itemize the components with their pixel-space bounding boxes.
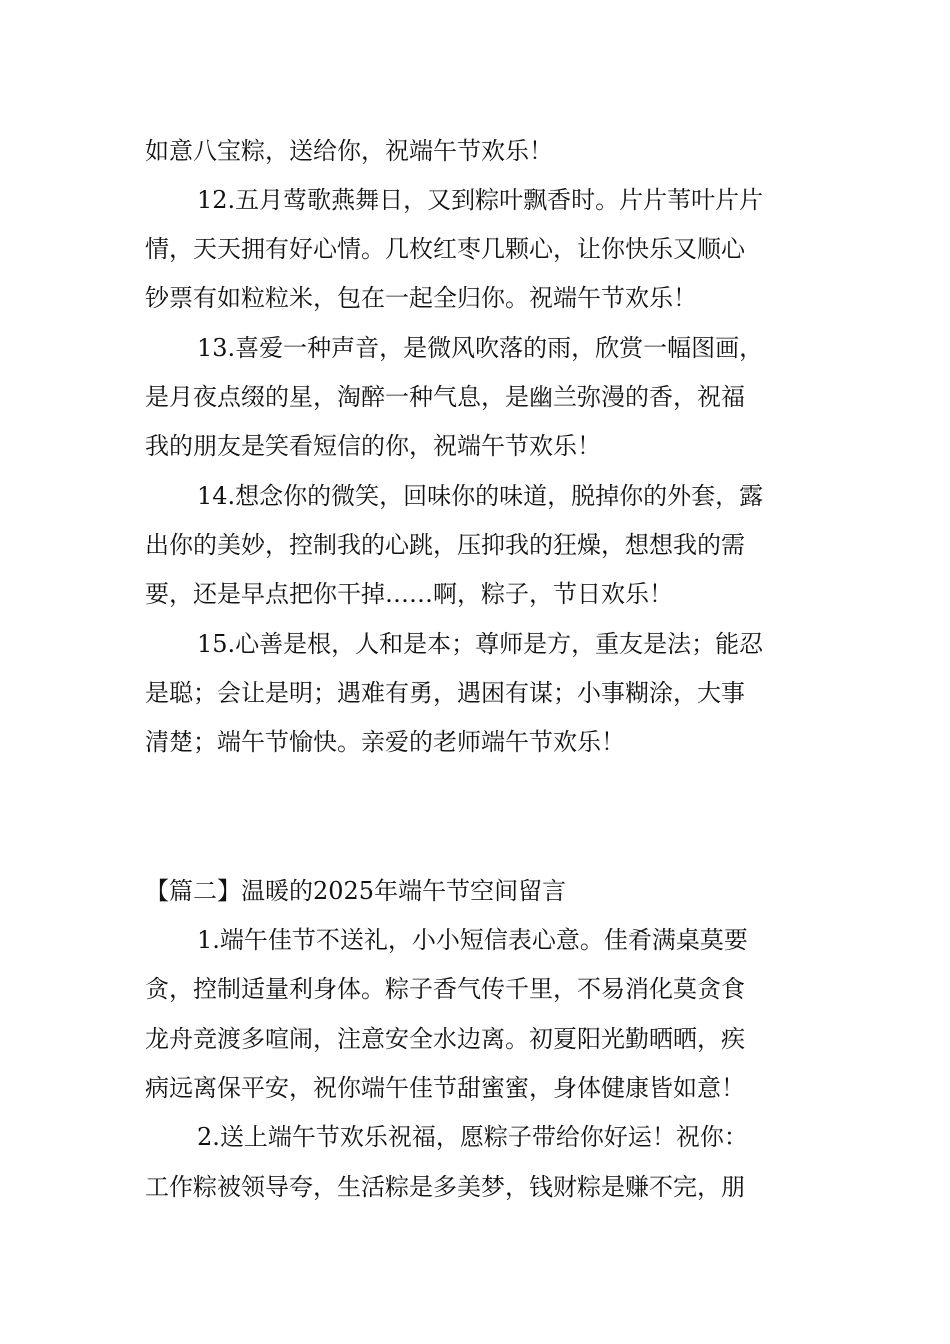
item-13-line-3: 我的朋友是笑看短信的你，祝端午节欢乐！ bbox=[145, 432, 601, 460]
item-14-line-1: 14.想念你的微笑，回味你的味道，脱掉你的外套，露 bbox=[197, 482, 764, 510]
item-1-line-4: 病远离保平安，祝你端午佳节甜蜜蜜，身体健康皆如意！ bbox=[145, 1074, 745, 1102]
item-1-line-1: 1.端午佳节不送礼，小小短信表心意。佳肴满桌莫要 bbox=[197, 926, 748, 954]
item-12-line-3: 钞票有如粒粒米，包在一起全归你。祝端午节欢乐！ bbox=[145, 284, 697, 312]
text-line: 如意八宝粽，送给你，祝端午节欢乐！ bbox=[145, 137, 553, 165]
item-14-line-3: 要，还是早点把你干掉……啊，粽子，节日欢乐！ bbox=[145, 580, 673, 608]
item-2-line-2: 工作粽被领导夸，生活粽是多美梦，钱财粽是赚不完，朋 bbox=[145, 1173, 745, 1201]
item-12-line-2: 情，天天拥有好心情。几枚红枣几颗心，让你快乐又顺心 bbox=[145, 235, 745, 263]
item-2-line-1: 2.送上端午节欢乐祝福，愿粽子带给你好运！祝你： bbox=[197, 1123, 748, 1151]
section-heading: 【篇二】温暖的2025年端午节空间留言 bbox=[145, 877, 567, 905]
item-1-line-3: 龙舟竞渡多喧闹，注意安全水边离。初夏阳光勤晒晒，疾 bbox=[145, 1025, 745, 1053]
item-15-line-1: 15.心善是根，人和是本；尊师是方，重友是法；能忍 bbox=[197, 630, 764, 658]
item-15-line-3: 清楚；端午节愉快。亲爱的老师端午节欢乐！ bbox=[145, 728, 625, 756]
item-13-line-2: 是月夜点缀的星，淘醉一种气息，是幽兰弥漫的香，祝福 bbox=[145, 383, 745, 411]
item-12-line-1: 12.五月莺歌燕舞日，又到粽叶飘香时。片片苇叶片片 bbox=[197, 186, 764, 214]
item-14-line-2: 出你的美妙，控制我的心跳，压抑我的狂燥，想想我的需 bbox=[145, 531, 745, 559]
item-15-line-2: 是聪；会让是明；遇难有勇，遇困有谋；小事糊涂，大事 bbox=[145, 679, 745, 707]
item-13-line-1: 13.喜爱一种声音，是微风吹落的雨，欣赏一幅图画， bbox=[197, 334, 764, 362]
item-1-line-2: 贪，控制适量利身体。粽子香气传千里，不易消化莫贪食 bbox=[145, 975, 745, 1003]
